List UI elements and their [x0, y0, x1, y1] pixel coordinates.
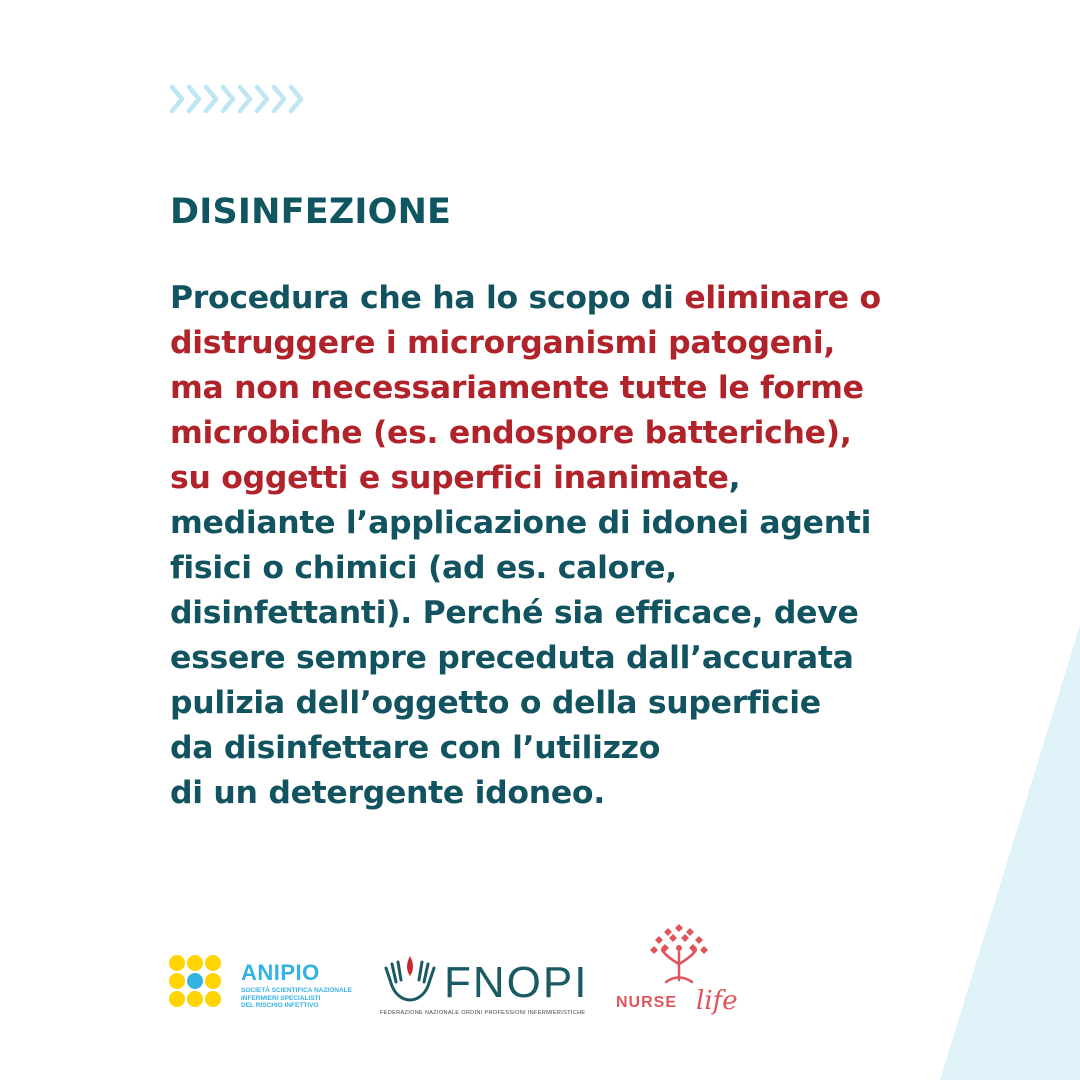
text-line — [170, 456, 1050, 501]
text-line: fisici o chimici (ad es. calore, — [170, 550, 677, 586]
text-line: pulizia dell’oggetto o della superficie — [170, 685, 821, 721]
fnopi-logo — [380, 952, 589, 1022]
text-line: disinfettanti). Perché sia efficace, deve — [170, 595, 859, 631]
nurselife-word: NURSE — [616, 994, 678, 1011]
text-line: mediante l’applicazione di idonei agenti — [170, 505, 872, 541]
text-highlight: distruggere i microrganismi patogeni, — [170, 325, 836, 361]
nurselife-script: life — [696, 986, 738, 1016]
text-line: di un detergente idoneo. — [170, 775, 605, 811]
text-line: da disinfettare con l’utilizzo — [170, 730, 661, 766]
tree-icon — [644, 918, 714, 990]
text-line — [170, 276, 1050, 321]
anipio-subtitle-line: DEL RISCHIO INFETTIVO — [241, 1002, 319, 1009]
page-title: DISINFEZIONE — [170, 192, 452, 232]
text-normal: , — [728, 460, 741, 496]
anipio-subtitle-line: INFERMIERI SPECIALISTI — [241, 994, 321, 1002]
chevron-right-icon — [168, 82, 318, 116]
anipio-subtitle — [241, 987, 361, 1010]
anipio-subtitle-line: SOCIETÀ SCIENTIFICA NAZIONALE — [241, 987, 352, 994]
definition-text — [170, 276, 1050, 816]
text-highlight: microbiche (es. endospore batteriche), — [170, 415, 852, 451]
text-normal: Procedura che ha lo scopo di — [170, 280, 685, 316]
fnopi-name: FNOPI — [444, 958, 589, 1007]
text-highlight: su oggetti e superfici inanimate — [170, 460, 729, 496]
anipio-logo — [168, 954, 353, 1018]
anipio-name: ANIPIO — [241, 960, 320, 985]
nurselife-logo — [612, 918, 752, 1028]
text-line: essere sempre preceduta dall’accurata — [170, 640, 854, 676]
text-highlight: eliminare o — [684, 280, 881, 316]
text-highlight: ma non necessariamente tutte le forme — [170, 370, 864, 406]
hands-flame-icon — [380, 952, 440, 1008]
fnopi-subtitle: FEDERAZIONE NAZIONALE ORDINI PROFESSIONI INFERMIERISTICHE — [380, 1010, 586, 1016]
dots-grid-icon — [168, 954, 232, 1018]
